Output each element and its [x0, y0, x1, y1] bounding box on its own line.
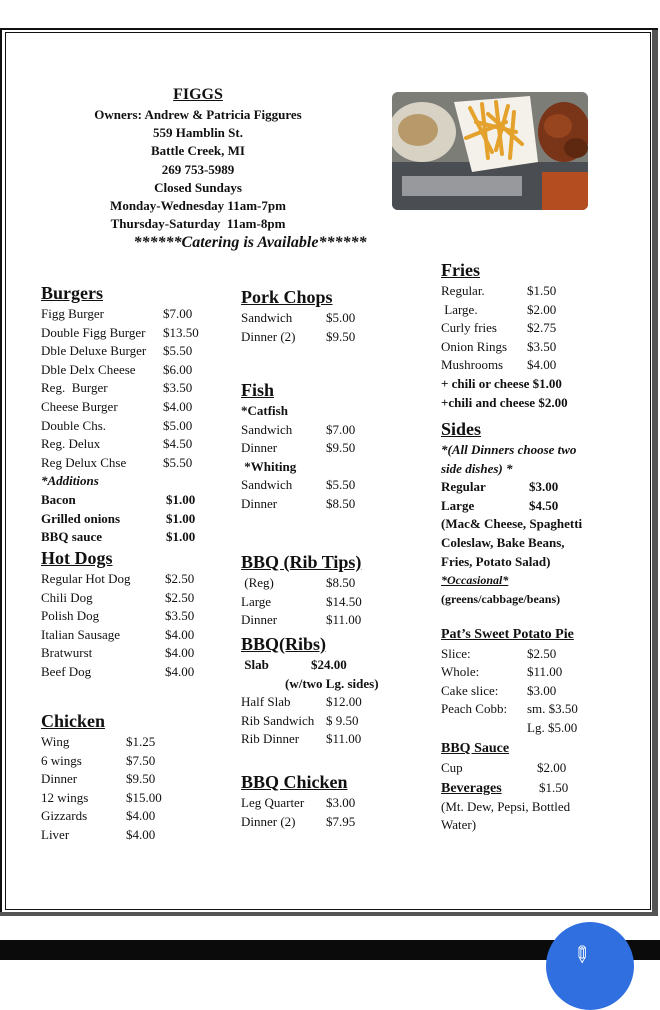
menu-item [41, 589, 201, 608]
item-name: Dble Deluxe Burger [41, 343, 147, 359]
menu-item [241, 476, 411, 495]
item-price: $2.50 [527, 645, 557, 661]
item-name: Mushrooms [441, 357, 504, 373]
item-name: Wing [41, 734, 70, 749]
city: Battle Creek, MI [151, 143, 245, 159]
sides-heading: Sides [441, 419, 482, 439]
item-name: Large. [441, 301, 478, 317]
fries-list [441, 282, 631, 375]
menu-item [41, 510, 201, 529]
item-price: $5.00 [326, 310, 356, 325]
item-name: Sandwich [241, 421, 293, 437]
edit-fab-button[interactable] [546, 922, 634, 1010]
menu-item [241, 794, 411, 813]
bbqsauce-row [441, 759, 631, 778]
sides-occasional-list: (greens/cabbage/beans) [441, 591, 561, 606]
item-name: Slice: [441, 645, 471, 661]
item-price: $11.00 [326, 612, 362, 628]
menu-item [41, 826, 201, 845]
menu-item [441, 497, 631, 516]
menu-item [41, 324, 201, 343]
item-price: $ 9.50 [326, 712, 359, 728]
ribs-list [241, 693, 421, 749]
porkchops-list [241, 309, 411, 346]
item-price: $4.00 [165, 663, 195, 679]
item-price: $5.00 [163, 417, 193, 433]
ribtips-heading: BBQ (Rib Tips) [241, 552, 362, 572]
ribs-slab-row [241, 656, 421, 675]
item-name: Beef Dog [41, 663, 92, 679]
item-name: Double Chs. [41, 417, 106, 433]
item-name: Regular. [441, 283, 485, 298]
item-name: (Reg) [241, 575, 274, 590]
menu-item [41, 770, 201, 789]
food-photo-illustration [392, 92, 588, 210]
item-name: Gizzards [41, 808, 88, 824]
item-name: Sandwich [241, 310, 293, 325]
menu-item [41, 454, 201, 473]
item-name: Double Figg Burger [41, 324, 146, 340]
menu-item [441, 645, 631, 664]
item-price: $1.00 [166, 529, 196, 545]
additions-label: *Additions [41, 473, 99, 489]
sides-note-2: side dishes) * [441, 460, 513, 476]
item-name: Reg. Delux [41, 436, 101, 452]
item-name: Onion Rings [441, 338, 508, 354]
menu-item [41, 398, 201, 417]
item-price: $11.00 [527, 664, 563, 680]
item-name: Reg. Burger [41, 380, 108, 396]
fish-heading: Fish [241, 380, 275, 400]
beverages-row [441, 779, 631, 798]
item-name: 6 wings [41, 752, 82, 768]
item-price: $2.00 [527, 301, 557, 317]
item-name: Half Slab [241, 694, 291, 710]
menu-item [41, 807, 201, 826]
item-price: $3.00 [527, 682, 557, 698]
hotdogs-list [41, 570, 201, 682]
item-name: Cheese Burger [41, 398, 118, 414]
pencil-icon: ✎ [566, 939, 597, 971]
item-name: Cup [441, 759, 463, 775]
beverages-heading: Beverages [441, 781, 502, 796]
item-price: $7.00 [326, 421, 356, 437]
ribtips-list [241, 574, 411, 630]
item-name: Curly fries [441, 320, 497, 336]
item-price: $4.00 [126, 826, 156, 842]
item-price: $3.50 [163, 380, 193, 396]
item-price: $4.00 [126, 808, 156, 824]
menu-item [441, 478, 631, 497]
menu-item [41, 663, 201, 682]
item-name: Peach Cobb: [441, 701, 508, 717]
item-price: $11.00 [326, 731, 362, 747]
item-price: $8.50 [326, 495, 356, 511]
address: 559 Hamblin St. [153, 125, 243, 141]
item-name: Grilled onions [41, 510, 121, 526]
menu-item [241, 813, 411, 832]
item-price: $15.00 [126, 789, 162, 805]
menu-item [41, 491, 201, 510]
ribs-section [241, 632, 421, 749]
item-name: Dinner [41, 771, 78, 787]
menu-item [41, 305, 201, 324]
fries-extra-2: +chili and cheese $2.00 [441, 394, 568, 410]
menu-item [441, 700, 631, 719]
chicken-list [41, 733, 201, 845]
menu-item [41, 528, 201, 547]
item-price: $3.00 [529, 479, 559, 495]
burgers-heading: Burgers [41, 283, 103, 303]
sides-section [441, 417, 631, 608]
menu-item [41, 789, 201, 808]
fries-heading: Fries [441, 260, 480, 280]
item-price: $2.00 [537, 759, 567, 775]
item-name: Cake slice: [441, 682, 499, 698]
item-price: $24.00 [311, 657, 347, 672]
ribs-heading: BBQ(Ribs) [241, 634, 327, 654]
menu-item [441, 301, 631, 320]
item-price: $8.50 [326, 575, 356, 590]
item-name: Whole: [441, 664, 480, 680]
item-price: $4.00 [527, 357, 557, 373]
item-name: 12 wings [41, 789, 89, 805]
menu-item [441, 338, 631, 357]
item-name: Dinner (2) [241, 813, 296, 829]
beverages-list-1: (Mt. Dew, Pepsi, Bottled [441, 798, 571, 814]
item-price: $3.50 [527, 338, 557, 354]
item-name: Reg Delux Chse [41, 454, 127, 470]
item-price: $6.00 [163, 361, 193, 377]
food-photo [392, 92, 588, 210]
item-price: sm. $3.50 [527, 701, 578, 717]
hotdogs-heading: Hot Dogs [41, 548, 113, 568]
menu-item [241, 495, 411, 514]
sides-list-2: Coleslaw, Bake Beans, [441, 534, 565, 550]
item-price: $3.50 [165, 608, 195, 624]
item-price: $4.00 [165, 645, 195, 661]
burgers-list [41, 305, 201, 472]
beverages-price: $1.50 [539, 780, 569, 795]
item-name: Regular [441, 479, 486, 495]
restaurant-name: FIGGS [173, 86, 223, 103]
item-name: BBQ sauce [41, 529, 103, 545]
menu-item [441, 682, 631, 701]
menu-item [41, 607, 201, 626]
item-price: $9.50 [126, 771, 156, 787]
item-name: Bacon [41, 491, 76, 507]
pie-heading: Pat’s Sweet Potato Pie [441, 627, 574, 642]
porkchops-heading: Pork Chops [241, 287, 333, 307]
item-price: $4.00 [163, 398, 193, 414]
item-name: Dinner [241, 440, 278, 456]
menu-item [441, 282, 631, 301]
bbqchicken-section [241, 770, 411, 831]
menu-item [241, 730, 421, 749]
item-name: Rib Sandwich [241, 712, 315, 728]
menu-item [241, 328, 411, 347]
menu-header [60, 84, 336, 233]
item-price: $5.50 [163, 454, 193, 470]
menu-item [41, 626, 201, 645]
menu-item [41, 361, 201, 380]
phone: 269 753-5989 [161, 161, 235, 177]
menu-item [41, 570, 201, 589]
menu-item [241, 693, 421, 712]
sides-note-1: *(All Dinners choose two [441, 442, 577, 457]
item-price: $4.00 [165, 626, 195, 642]
catfish-list [241, 421, 411, 458]
item-price: $7.00 [163, 306, 193, 321]
item-price: $2.50 [165, 571, 195, 586]
item-name: Leg Quarter [241, 795, 305, 810]
beverages-list-2: Water) [441, 817, 477, 833]
bbqsauce-heading: BBQ Sauce [441, 741, 510, 756]
item-name: Dble Delx Cheese [41, 361, 136, 377]
sides-list-1: (Mac& Cheese, Spaghetti [441, 516, 583, 532]
menu-item [241, 611, 411, 630]
item-price: $5.50 [326, 477, 356, 493]
item-price: $5.50 [163, 343, 193, 359]
item-name: Figg Burger [41, 306, 104, 321]
item-name: Rib Dinner [241, 731, 300, 747]
chicken-section [41, 709, 201, 845]
whiting-label: *Whiting [241, 458, 297, 474]
item-price: $1.50 [527, 283, 557, 298]
porkchops-section [241, 285, 411, 346]
menu-item [241, 421, 411, 440]
hotdogs-section [41, 546, 201, 682]
beverages-section [441, 779, 631, 835]
item-price: $3.00 [326, 795, 356, 810]
sides-occasional: *Occasional* [441, 573, 509, 588]
menu-item [241, 712, 421, 731]
item-name: Polish Dog [41, 608, 100, 624]
item-name: Dinner (2) [241, 328, 296, 344]
menu-item [41, 379, 201, 398]
owners: Owners: Andrew & Patricia Figgures [94, 107, 302, 122]
sides-list [441, 478, 631, 515]
menu-item [41, 342, 201, 361]
menu-item [241, 439, 411, 458]
bbqchicken-heading: BBQ Chicken [241, 772, 348, 792]
item-name: Large [241, 593, 272, 609]
item-price: $4.50 [163, 436, 193, 452]
item-price: $2.50 [165, 589, 195, 605]
sides-list-3: Fries, Potato Salad) [441, 553, 551, 569]
ribtips-section [241, 550, 411, 630]
menu-item [441, 663, 631, 682]
fries-section [441, 258, 631, 412]
closed-notice: Closed Sundays [154, 179, 242, 195]
item-name: Liver [41, 826, 70, 842]
item-price: $14.50 [326, 593, 362, 609]
bbqchicken-list [241, 794, 411, 831]
hours-thu-sat: Thursday-Saturday 11am-8pm [110, 216, 286, 232]
menu-item [441, 356, 631, 375]
item-price: $4.50 [529, 497, 559, 513]
fries-extra-1: + chili or cheese $1.00 [441, 375, 562, 391]
item-price: $7.50 [126, 752, 156, 768]
menu-item [41, 733, 201, 752]
item-price: $9.50 [326, 440, 356, 456]
item-price: $9.50 [326, 328, 356, 344]
menu-item [41, 417, 201, 436]
item-name: Regular Hot Dog [41, 571, 131, 586]
catfish-label: *Catfish [241, 403, 288, 418]
menu-item [441, 319, 631, 338]
menu-item [41, 644, 201, 663]
burgers-section [41, 281, 201, 547]
item-name: Slab [241, 657, 269, 672]
page-shadow-right [652, 30, 658, 914]
additions-list [41, 491, 201, 547]
fish-section [241, 378, 411, 514]
hours-mon-wed: Monday-Wednesday 11am-7pm [110, 198, 286, 214]
bbqsauce-section [441, 740, 631, 777]
page-shadow-bottom [0, 912, 658, 916]
item-price: $1.25 [126, 734, 156, 749]
item-price: $7.95 [326, 813, 356, 829]
item-price: $12.00 [326, 694, 362, 710]
item-name: Dinner [241, 495, 278, 511]
item-price: $1.00 [166, 491, 196, 507]
item-name: Large [441, 497, 475, 513]
item-name: Chili Dog [41, 589, 93, 605]
item-name: Dinner [241, 612, 278, 628]
item-price: $13.50 [163, 324, 199, 340]
cobb-large-row: Lg. $5.00 [527, 719, 578, 735]
pie-section [441, 626, 631, 738]
item-name: Italian Sausage [41, 626, 121, 642]
whiting-list [241, 476, 411, 513]
pie-list [441, 645, 631, 719]
item-name: Sandwich [241, 477, 293, 493]
ribs-slab-note: (w/two Lg. sides) [285, 675, 379, 691]
catering-notice: ******Catering is Available****** [133, 234, 367, 251]
item-name: Bratwurst [41, 645, 93, 661]
menu-item [241, 309, 411, 328]
menu-item [41, 435, 201, 454]
item-price: $2.75 [527, 320, 557, 336]
item-price: $1.00 [166, 510, 196, 526]
chicken-heading: Chicken [41, 711, 106, 731]
menu-item [41, 752, 201, 771]
menu-item [241, 574, 411, 593]
menu-item [241, 593, 411, 612]
